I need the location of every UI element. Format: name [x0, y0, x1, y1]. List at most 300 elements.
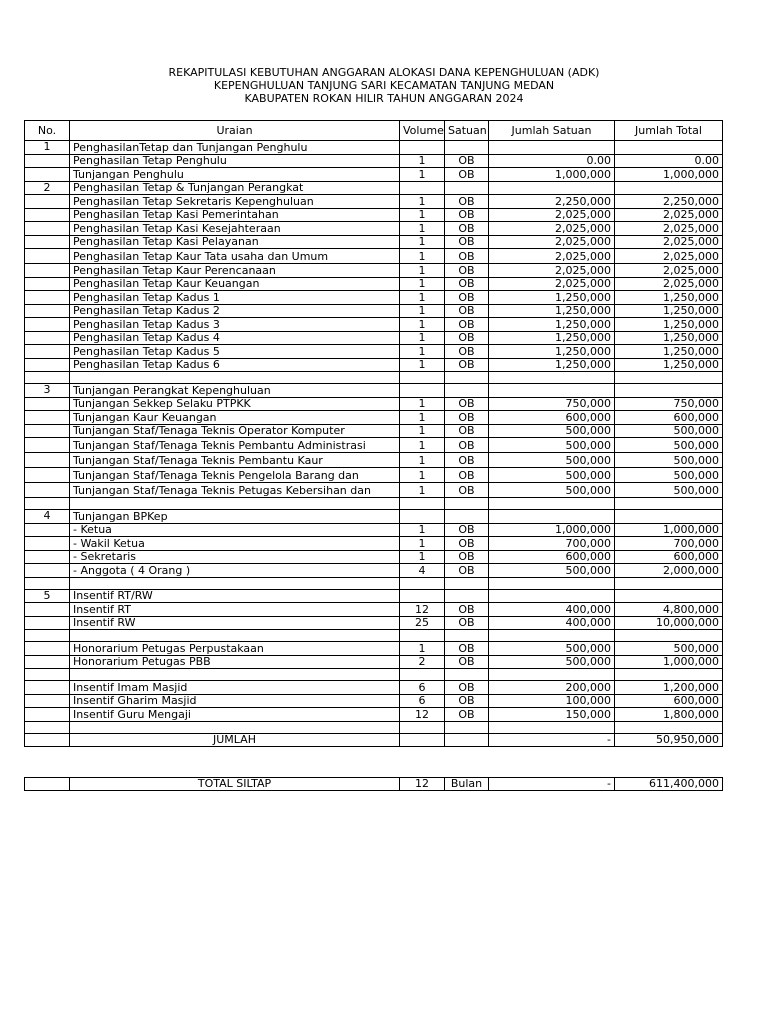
table-row — [25, 453, 723, 468]
row-no — [25, 154, 70, 168]
row-uraian: Penghasilan Tetap Kasi Pemerintahan — [70, 208, 400, 222]
row-jumlah-satuan — [489, 181, 615, 195]
row-satuan — [445, 721, 489, 733]
row-jumlah-satuan: 1,250,000 — [489, 318, 615, 332]
row-satuan: OB — [445, 708, 489, 722]
row-jumlah-satuan: 600,000 — [489, 411, 615, 425]
table-row — [25, 208, 723, 222]
row-no — [25, 483, 70, 498]
row-jumlah-satuan: 2,250,000 — [489, 195, 615, 209]
table-row — [25, 510, 723, 524]
table-row — [25, 384, 723, 398]
row-uraian: Penghasilan Tetap Kasi Pelayanan — [70, 235, 400, 249]
row-no — [25, 564, 70, 578]
total-jumlah-satuan: - — [489, 778, 615, 791]
row-volume — [400, 498, 445, 510]
table-row — [25, 345, 723, 359]
table-row — [25, 331, 723, 345]
title-line-2: KEPENGHULUAN TANJUNG SARI KECAMATAN TANJUNG MEDAN — [213, 79, 555, 92]
table-row — [25, 603, 723, 617]
table-row — [25, 372, 723, 384]
table-row — [25, 141, 723, 155]
row-jumlah-satuan: 1,250,000 — [489, 304, 615, 318]
table-row — [25, 181, 723, 195]
title-line-1: REKAPITULASI KEBUTUHAN ANGGARAN ALOKASI DANA KEPENGHULUAN (ADK) — [168, 66, 600, 79]
row-satuan: OB — [445, 603, 489, 617]
row-no — [25, 537, 70, 551]
row-satuan: OB — [445, 291, 489, 305]
row-uraian: Honorarium Petugas Perpustakaan — [70, 642, 400, 656]
table-row — [25, 694, 723, 708]
row-jumlah-total: 1,000,000 — [615, 523, 723, 537]
row-jumlah-total: 500,000 — [615, 438, 723, 453]
row-jumlah-total — [615, 577, 723, 589]
row-jumlah-satuan: 600,000 — [489, 550, 615, 564]
row-volume: 4 — [400, 564, 445, 578]
row-jumlah-satuan — [489, 589, 615, 603]
row-jumlah-total: 1,250,000 — [615, 318, 723, 332]
row-satuan: OB — [445, 616, 489, 630]
row-no — [25, 498, 70, 510]
row-jumlah-total: 2,250,000 — [615, 195, 723, 209]
row-jumlah-total: 500,000 — [615, 424, 723, 438]
row-volume: 1 — [400, 411, 445, 425]
row-jumlah-satuan: 400,000 — [489, 603, 615, 617]
table-row — [25, 616, 723, 630]
jumlah-satuan-cell — [445, 733, 489, 747]
row-uraian: Penghasilan Tetap Kaur Perencanaan — [70, 264, 400, 278]
row-volume: 6 — [400, 681, 445, 695]
row-no — [25, 669, 70, 681]
row-jumlah-satuan — [489, 384, 615, 398]
row-jumlah-total — [615, 181, 723, 195]
row-satuan — [445, 181, 489, 195]
row-no — [25, 397, 70, 411]
row-jumlah-total: 500,000 — [615, 453, 723, 468]
row-uraian: - Ketua — [70, 523, 400, 537]
table-row — [25, 577, 723, 589]
row-volume: 1 — [400, 483, 445, 498]
row-jumlah-satuan: 2,025,000 — [489, 277, 615, 291]
row-jumlah-satuan — [489, 630, 615, 642]
budget-table — [24, 120, 723, 747]
row-volume — [400, 510, 445, 524]
row-jumlah-satuan: 150,000 — [489, 708, 615, 722]
row-uraian: Insentif RW — [70, 616, 400, 630]
row-satuan: OB — [445, 318, 489, 332]
row-no — [25, 222, 70, 236]
row-no — [25, 372, 70, 384]
table-row — [25, 669, 723, 681]
jumlah-row — [25, 733, 723, 747]
row-uraian: Penghasilan Tetap Kadus 6 — [70, 358, 400, 372]
row-uraian: Tunjangan Penghulu — [70, 168, 400, 182]
row-volume — [400, 630, 445, 642]
row-no — [25, 411, 70, 425]
header-uraian: Uraian — [70, 121, 400, 141]
row-uraian: - Sekretaris — [70, 550, 400, 564]
row-volume: 1 — [400, 249, 445, 264]
total-no-cell — [25, 778, 70, 791]
header-satuan: Satuan — [445, 121, 489, 141]
row-volume: 1 — [400, 642, 445, 656]
row-volume — [400, 577, 445, 589]
row-volume — [400, 141, 445, 155]
row-jumlah-total: 600,000 — [615, 411, 723, 425]
row-no — [25, 708, 70, 722]
row-jumlah-satuan: 1,250,000 — [489, 291, 615, 305]
row-volume: 1 — [400, 537, 445, 551]
row-jumlah-satuan: 1,250,000 — [489, 345, 615, 359]
row-uraian: Penghasilan Tetap Kadus 4 — [70, 331, 400, 345]
row-uraian — [70, 669, 400, 681]
header-jumlah-satuan: Jumlah Satuan — [489, 121, 615, 141]
row-satuan — [445, 510, 489, 524]
total-jumlah-total: 611,400,000 — [615, 778, 723, 791]
row-jumlah-total: 2,025,000 — [615, 264, 723, 278]
jumlah-satuan-value: - — [489, 733, 615, 747]
row-jumlah-satuan — [489, 577, 615, 589]
table-row — [25, 154, 723, 168]
row-jumlah-satuan: 2,025,000 — [489, 222, 615, 236]
row-satuan — [445, 384, 489, 398]
row-volume — [400, 721, 445, 733]
row-volume: 1 — [400, 523, 445, 537]
row-volume: 1 — [400, 304, 445, 318]
row-jumlah-total — [615, 372, 723, 384]
row-volume: 1 — [400, 358, 445, 372]
row-jumlah-total: 1,250,000 — [615, 358, 723, 372]
row-satuan — [445, 630, 489, 642]
row-jumlah-total — [615, 384, 723, 398]
row-satuan — [445, 498, 489, 510]
document-title — [0, 66, 768, 105]
row-satuan: OB — [445, 208, 489, 222]
row-jumlah-total: 1,250,000 — [615, 345, 723, 359]
row-uraian: Tunjangan Kaur Keuangan — [70, 411, 400, 425]
row-jumlah-total: 1,000,000 — [615, 655, 723, 669]
row-jumlah-satuan — [489, 721, 615, 733]
row-satuan: OB — [445, 345, 489, 359]
row-satuan: OB — [445, 358, 489, 372]
row-uraian: Penghasilan Tetap Kaur Keuangan — [70, 277, 400, 291]
row-jumlah-satuan — [489, 510, 615, 524]
row-uraian: Penghasilan Tetap Kadus 1 — [70, 291, 400, 305]
row-volume: 1 — [400, 438, 445, 453]
jumlah-label: JUMLAH — [70, 733, 400, 747]
table-row — [25, 235, 723, 249]
row-satuan: OB — [445, 397, 489, 411]
row-uraian: Penghasilan Tetap Kadus 2 — [70, 304, 400, 318]
table-row — [25, 468, 723, 483]
row-no — [25, 304, 70, 318]
row-volume: 12 — [400, 708, 445, 722]
table-row — [25, 498, 723, 510]
row-uraian: Insentif Imam Masjid — [70, 681, 400, 695]
row-uraian: Penghasilan Tetap Kadus 3 — [70, 318, 400, 332]
row-jumlah-satuan — [489, 498, 615, 510]
row-satuan: OB — [445, 483, 489, 498]
row-uraian: Penghasilan Tetap Penghulu — [70, 154, 400, 168]
row-satuan: OB — [445, 642, 489, 656]
row-uraian: Tunjangan Staf/Tenaga Teknis Operator Komputer — [70, 424, 400, 438]
row-satuan: OB — [445, 264, 489, 278]
row-satuan: OB — [445, 694, 489, 708]
row-volume: 1 — [400, 397, 445, 411]
row-jumlah-total: 500,000 — [615, 468, 723, 483]
table-row — [25, 655, 723, 669]
row-jumlah-total — [615, 721, 723, 733]
row-uraian — [70, 498, 400, 510]
row-jumlah-total: 2,025,000 — [615, 249, 723, 264]
row-jumlah-total: 500,000 — [615, 642, 723, 656]
row-volume: 1 — [400, 453, 445, 468]
row-uraian: Tunjangan Perangkat Kepenghuluan — [70, 384, 400, 398]
table-row — [25, 277, 723, 291]
row-satuan — [445, 141, 489, 155]
row-jumlah-satuan: 200,000 — [489, 681, 615, 695]
total-table — [24, 777, 723, 791]
table-row — [25, 397, 723, 411]
row-no — [25, 721, 70, 733]
header-jumlah-total: Jumlah Total — [615, 121, 723, 141]
row-satuan: OB — [445, 537, 489, 551]
row-uraian: Tunjangan Sekkep Selaku PTPKK — [70, 397, 400, 411]
table-row — [25, 721, 723, 733]
row-satuan — [445, 577, 489, 589]
row-volume: 1 — [400, 154, 445, 168]
total-row — [25, 778, 723, 791]
row-no — [25, 318, 70, 332]
row-satuan: OB — [445, 249, 489, 264]
table-row — [25, 630, 723, 642]
row-no — [25, 168, 70, 182]
row-uraian: - Anggota ( 4 Orang ) — [70, 564, 400, 578]
row-jumlah-total: 750,000 — [615, 397, 723, 411]
row-uraian: Tunjangan Staf/Tenaga Teknis Pembantu Administrasi — [70, 438, 400, 453]
row-volume: 12 — [400, 603, 445, 617]
row-no — [25, 249, 70, 264]
row-uraian: Penghasilan Tetap & Tunjangan Perangkat — [70, 181, 400, 195]
row-jumlah-satuan — [489, 141, 615, 155]
row-jumlah-total: 1,250,000 — [615, 331, 723, 345]
row-no: 2 — [25, 181, 70, 195]
row-uraian: Honorarium Petugas PBB — [70, 655, 400, 669]
row-satuan — [445, 372, 489, 384]
row-jumlah-total: 2,025,000 — [615, 235, 723, 249]
row-no — [25, 550, 70, 564]
row-satuan: OB — [445, 411, 489, 425]
total-label: TOTAL SILTAP — [70, 778, 400, 791]
row-no — [25, 468, 70, 483]
row-no — [25, 424, 70, 438]
row-jumlah-satuan: 0.00 — [489, 154, 615, 168]
row-volume — [400, 384, 445, 398]
row-volume — [400, 589, 445, 603]
row-jumlah-total — [615, 510, 723, 524]
row-no: 3 — [25, 384, 70, 398]
row-jumlah-satuan: 2,025,000 — [489, 208, 615, 222]
row-uraian — [70, 372, 400, 384]
row-no — [25, 358, 70, 372]
row-no — [25, 235, 70, 249]
row-no — [25, 603, 70, 617]
row-satuan — [445, 669, 489, 681]
row-no: 1 — [25, 141, 70, 155]
row-volume: 1 — [400, 318, 445, 332]
row-no — [25, 616, 70, 630]
row-no: 4 — [25, 510, 70, 524]
row-satuan: OB — [445, 277, 489, 291]
row-uraian: Insentif Gharim Masjid — [70, 694, 400, 708]
row-uraian — [70, 577, 400, 589]
row-jumlah-satuan: 1,250,000 — [489, 358, 615, 372]
row-jumlah-total: 600,000 — [615, 694, 723, 708]
row-jumlah-satuan: 2,025,000 — [489, 235, 615, 249]
row-no — [25, 642, 70, 656]
row-satuan: OB — [445, 168, 489, 182]
row-satuan: OB — [445, 438, 489, 453]
total-volume: 12 — [400, 778, 445, 791]
row-no — [25, 195, 70, 209]
row-jumlah-satuan: 500,000 — [489, 564, 615, 578]
row-jumlah-total: 600,000 — [615, 550, 723, 564]
row-satuan: OB — [445, 523, 489, 537]
row-volume: 1 — [400, 235, 445, 249]
row-no — [25, 208, 70, 222]
row-volume: 2 — [400, 655, 445, 669]
table-row — [25, 550, 723, 564]
table-row — [25, 168, 723, 182]
row-no — [25, 630, 70, 642]
row-jumlah-total: 4,800,000 — [615, 603, 723, 617]
row-uraian: Tunjangan Staf/Tenaga Teknis Petugas Kebersihan dan — [70, 483, 400, 498]
row-uraian: Insentif RT — [70, 603, 400, 617]
table-row — [25, 424, 723, 438]
row-jumlah-total — [615, 589, 723, 603]
row-satuan: OB — [445, 681, 489, 695]
row-no — [25, 345, 70, 359]
row-jumlah-total: 500,000 — [615, 483, 723, 498]
row-satuan: OB — [445, 655, 489, 669]
row-uraian: Insentif RT/RW — [70, 589, 400, 603]
row-uraian: Tunjangan Staf/Tenaga Teknis Pengelola Barang dan — [70, 468, 400, 483]
row-no: 5 — [25, 589, 70, 603]
row-satuan: OB — [445, 304, 489, 318]
row-uraian: PenghasilanTetap dan Tunjangan Penghulu — [70, 141, 400, 155]
row-jumlah-total: 10,000,000 — [615, 616, 723, 630]
header-no: No. — [25, 121, 70, 141]
jumlah-volume-cell — [400, 733, 445, 747]
row-jumlah-total — [615, 141, 723, 155]
row-uraian: Penghasilan Tetap Kasi Kesejahteraan — [70, 222, 400, 236]
row-jumlah-satuan: 1,000,000 — [489, 168, 615, 182]
row-no — [25, 694, 70, 708]
row-satuan — [445, 589, 489, 603]
row-uraian: Tunjangan BPKep — [70, 510, 400, 524]
row-no — [25, 523, 70, 537]
row-jumlah-total: 2,025,000 — [615, 208, 723, 222]
row-jumlah-satuan: 2,025,000 — [489, 264, 615, 278]
row-jumlah-satuan: 750,000 — [489, 397, 615, 411]
table-row — [25, 589, 723, 603]
row-jumlah-satuan: 500,000 — [489, 642, 615, 656]
row-volume: 6 — [400, 694, 445, 708]
row-no — [25, 331, 70, 345]
row-jumlah-total: 2,025,000 — [615, 222, 723, 236]
row-volume: 1 — [400, 468, 445, 483]
row-volume: 1 — [400, 291, 445, 305]
row-jumlah-satuan: 500,000 — [489, 655, 615, 669]
table-row — [25, 438, 723, 453]
row-volume — [400, 669, 445, 681]
table-row — [25, 708, 723, 722]
table-body — [25, 141, 723, 734]
row-volume: 1 — [400, 195, 445, 209]
table-header-row — [25, 121, 723, 141]
row-satuan: OB — [445, 564, 489, 578]
row-volume: 1 — [400, 208, 445, 222]
row-satuan: OB — [445, 235, 489, 249]
row-satuan: OB — [445, 424, 489, 438]
row-satuan: OB — [445, 195, 489, 209]
table-row — [25, 483, 723, 498]
row-jumlah-total: 1,800,000 — [615, 708, 723, 722]
row-volume: 1 — [400, 550, 445, 564]
row-jumlah-total: 2,025,000 — [615, 277, 723, 291]
row-jumlah-total: 0.00 — [615, 154, 723, 168]
row-jumlah-total — [615, 669, 723, 681]
row-no — [25, 291, 70, 305]
row-volume: 1 — [400, 264, 445, 278]
row-jumlah-satuan: 1,000,000 — [489, 523, 615, 537]
table-row — [25, 681, 723, 695]
row-volume: 25 — [400, 616, 445, 630]
row-no — [25, 681, 70, 695]
row-jumlah-total: 1,000,000 — [615, 168, 723, 182]
row-no — [25, 655, 70, 669]
row-jumlah-satuan: 500,000 — [489, 424, 615, 438]
row-volume: 1 — [400, 168, 445, 182]
table-row — [25, 318, 723, 332]
table-row — [25, 195, 723, 209]
row-jumlah-satuan: 700,000 — [489, 537, 615, 551]
table-row — [25, 249, 723, 264]
row-uraian: Penghasilan Tetap Kaur Tata usaha dan Umum — [70, 249, 400, 264]
table-row — [25, 411, 723, 425]
row-jumlah-satuan — [489, 669, 615, 681]
table-row — [25, 642, 723, 656]
table-row — [25, 291, 723, 305]
row-satuan: OB — [445, 331, 489, 345]
table-row — [25, 564, 723, 578]
table-row — [25, 264, 723, 278]
table-row — [25, 523, 723, 537]
table-row — [25, 358, 723, 372]
row-jumlah-satuan — [489, 372, 615, 384]
row-uraian — [70, 721, 400, 733]
row-no — [25, 264, 70, 278]
table-row — [25, 304, 723, 318]
row-uraian: Insentif Guru Mengaji — [70, 708, 400, 722]
row-no — [25, 277, 70, 291]
row-jumlah-satuan: 500,000 — [489, 483, 615, 498]
jumlah-total-value: 50,950,000 — [615, 733, 723, 747]
row-jumlah-satuan: 400,000 — [489, 616, 615, 630]
row-jumlah-total — [615, 498, 723, 510]
row-jumlah-total: 2,000,000 — [615, 564, 723, 578]
row-jumlah-total: 1,200,000 — [615, 681, 723, 695]
